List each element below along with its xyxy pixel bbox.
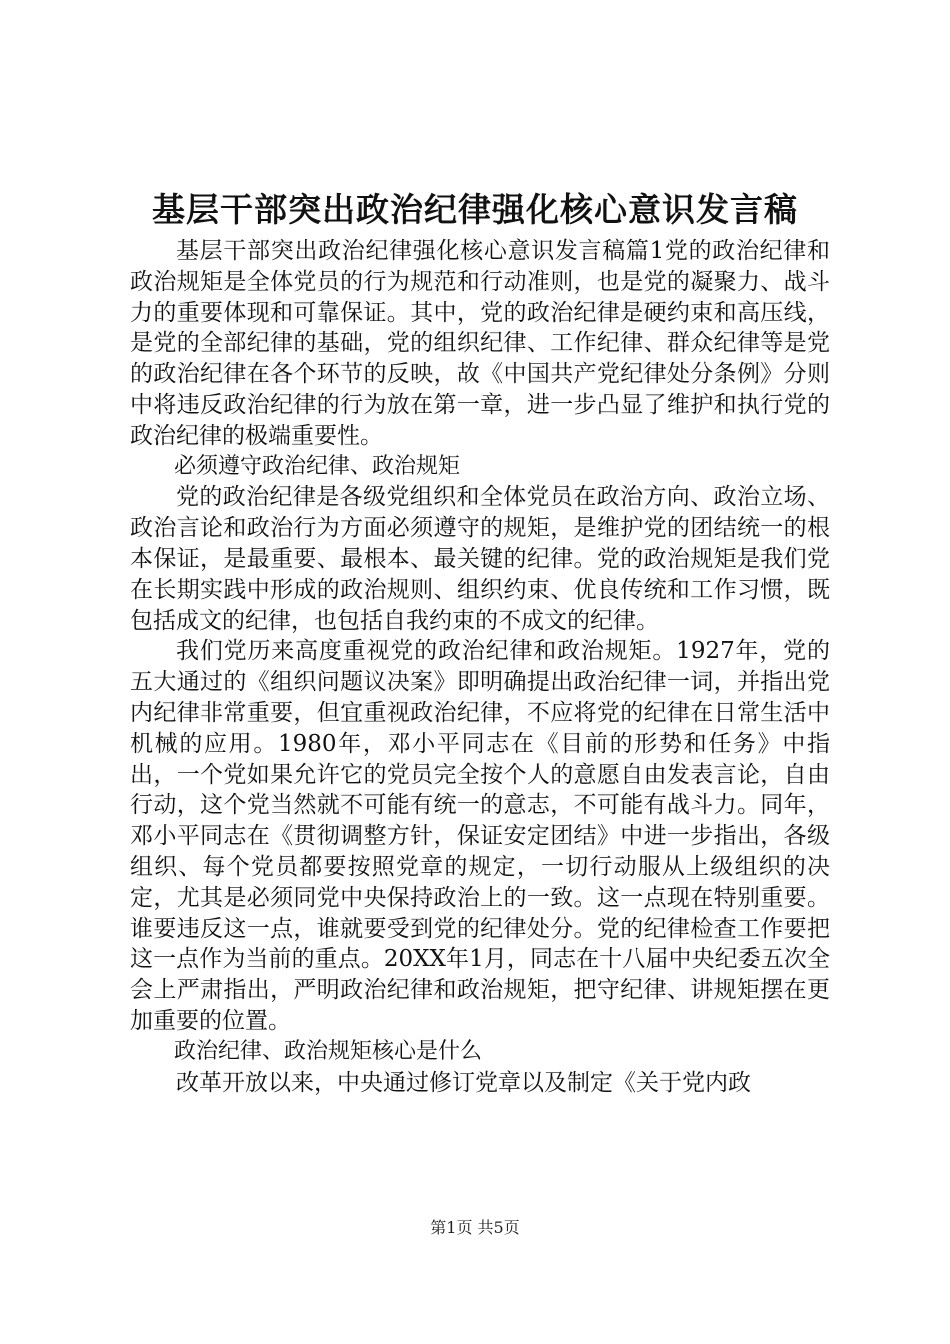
paragraph-intro: 基层干部突出政治纪律强化核心意识发言稿篇1党的政治纪律和政治规矩是全体党员的行为规范和行动准则，也是党的凝聚力、战斗力的重要体现和可靠保证。其中，党的政治纪律是硬约束和高压线，是党的全部纪律的基础，党的组织纪律、工作纪律、群众纪律等是党的政治纪律在各个环节的反映，故《中国共产党纪律处分条例》分则中将违反政治纪律的行为放在第一章，进一步凸显了维护和执行党的政治纪律的极端重要性。	[130, 238, 830, 449]
section-heading-core: 政治纪律、政治规矩核心是什么	[174, 1038, 483, 1064]
paragraph-history: 我们党历来高度重视党的政治纪律和政治规矩。1927年，党的五大通过的《组织问题议决案》即明确提出政治纪律一词，并指出党内纪律非常重要，但宜重视政治纪律，不应将党的纪律在日常生活中机械的应用。1980年，邓小平同志在《目前的形势和任务》中指出，一个党如果允许它的党员完全按个人的意愿自由发表言论，自由行动，这个党当然就不可能有统一的意志，不可能有战斗力。同年，邓小平同志在《贯彻调整方针，保证安定团结》中进一步指出，各级组织、每个党员都要按照党章的规定，一切行动服从上级组织的决定，尤其是必须同党中央保持政治上的一致。这一点现在特别重要。谁要违反这一点，谁就要受到党的纪律处分。党的纪律检查工作要把这一点作为当前的重点。20XX年1月，同志在十八届中央纪委五次全会上严肃指出，严明政治纪律和政治规矩，把守纪律、讲规矩摆在更加重要的位置。	[130, 638, 830, 1034]
paragraph-definition: 党的政治纪律是各级党组织和全体党员在政治方向、政治立场、政治言论和政治行为方面必须遵守的规矩，是维护党的团结统一的根本保证，是最重要、最根本、最关键的纪律。党的政治规矩是我们党在长期实践中形成的政治规则、组织约束、优良传统和工作习惯，既包括成文的纪律，也包括自我约束的不成文的纪律。	[130, 484, 830, 634]
document-title: 基层干部突出政治纪律强化核心意识发言稿	[152, 190, 798, 229]
page-number-footer: 第1页 共5页	[430, 1218, 520, 1237]
section-heading-must-observe: 必须遵守政治纪律、政治规矩	[174, 453, 461, 479]
document-body	[130, 236, 830, 1098]
paragraph-reform: 改革开放以来，中央通过修订党章以及制定《关于党内政	[176, 1069, 751, 1096]
